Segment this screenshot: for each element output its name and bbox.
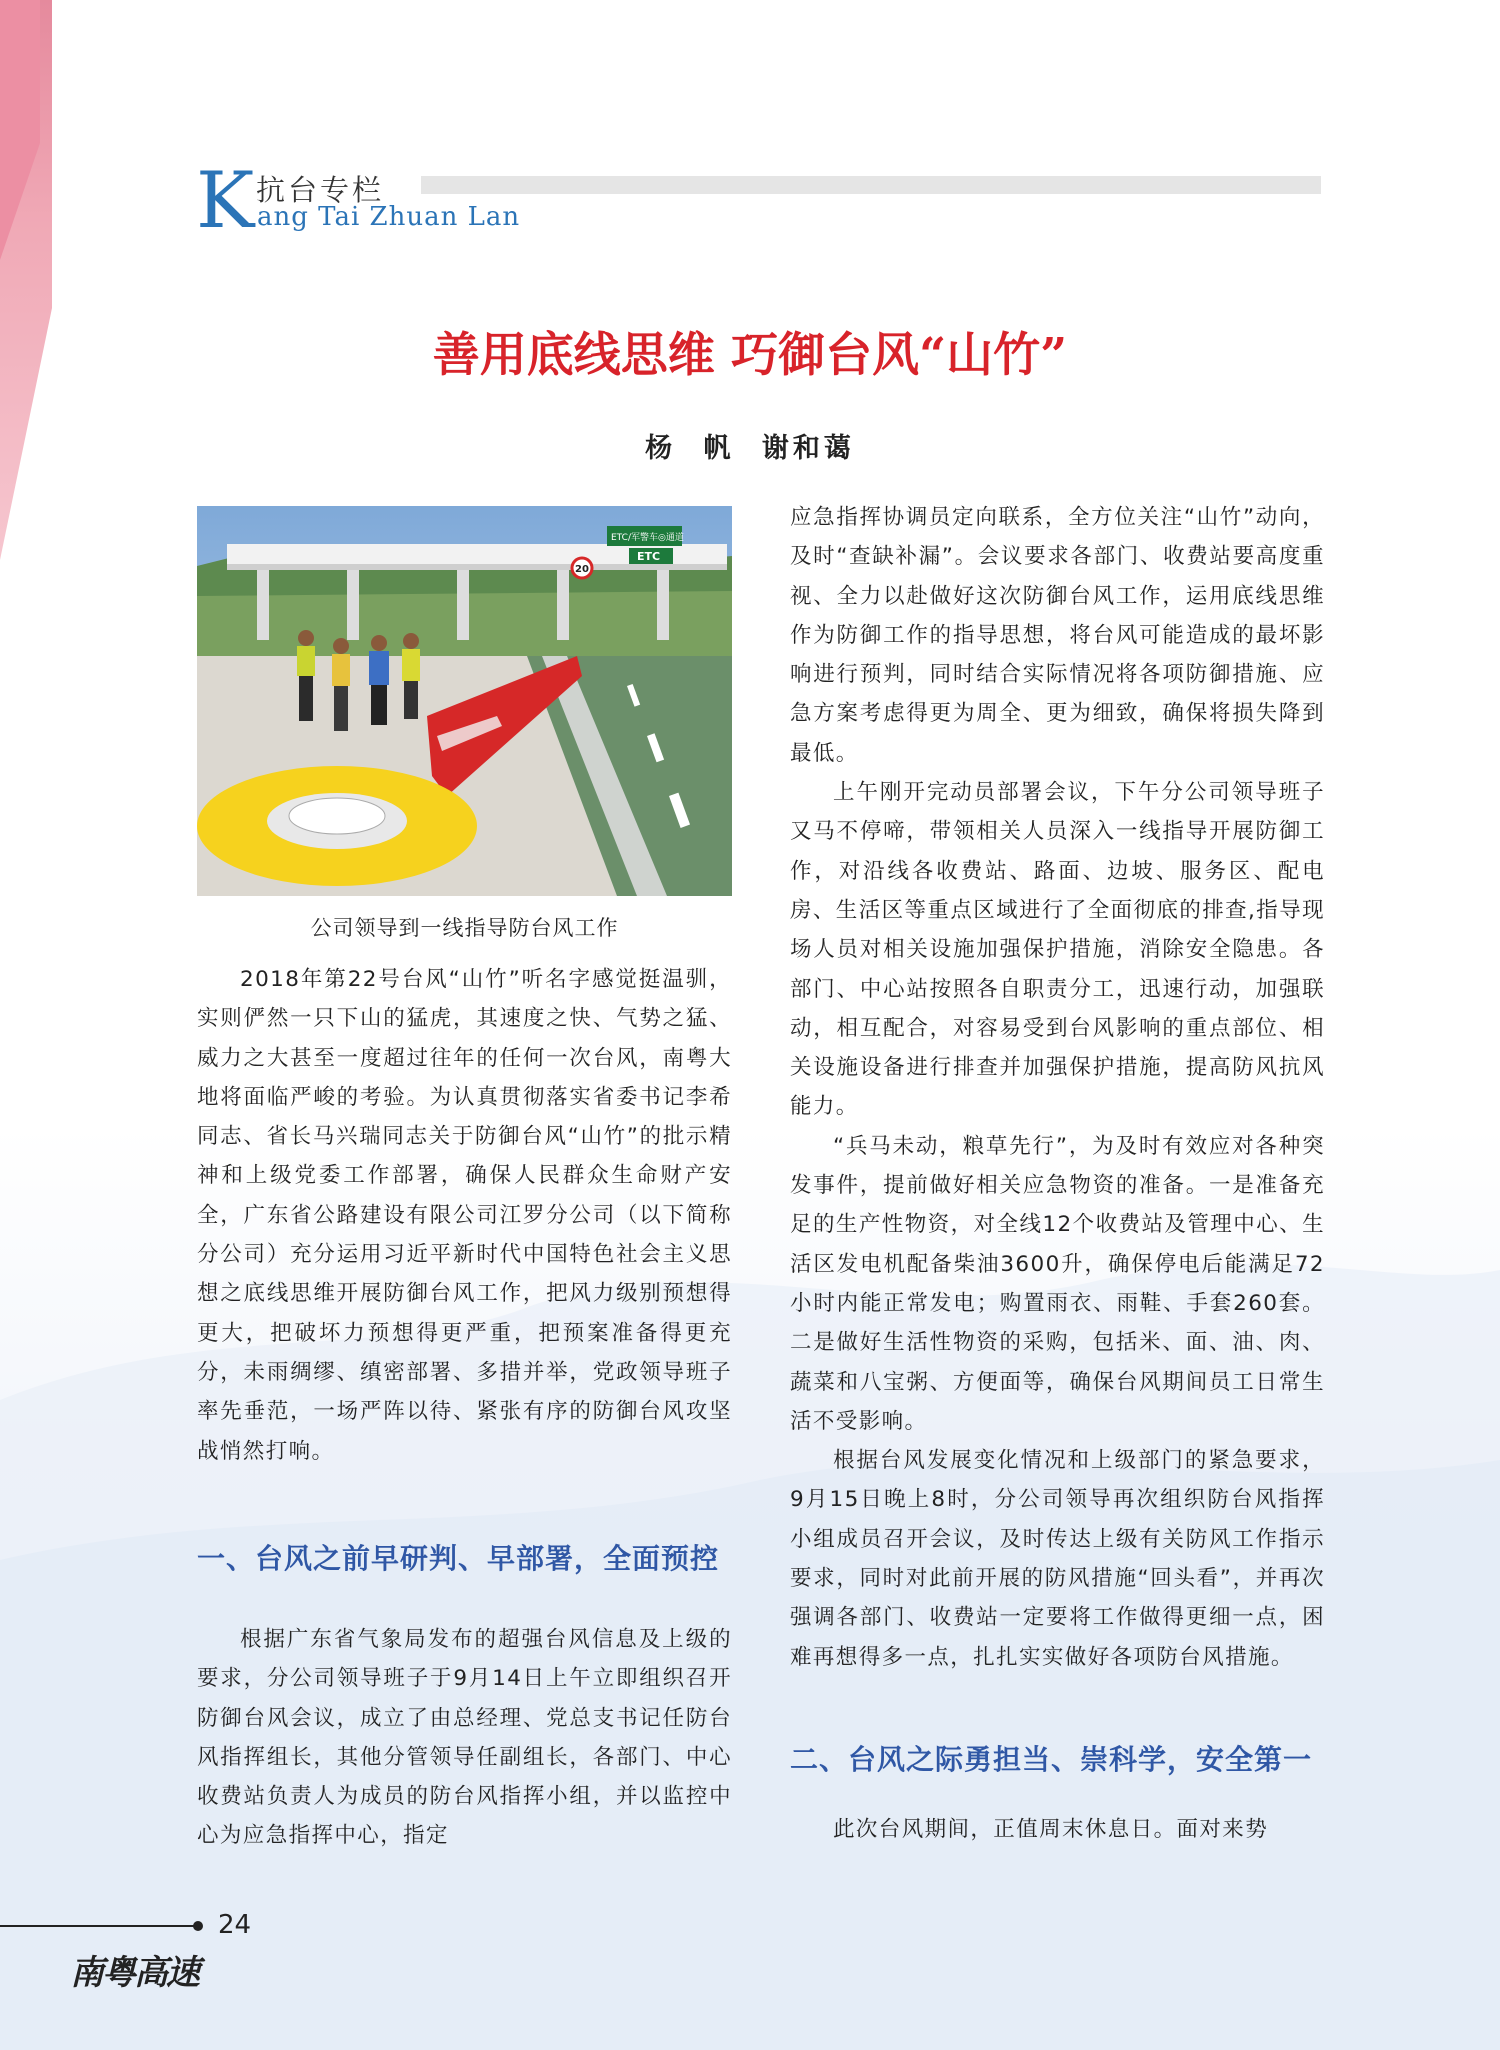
left-column-intro	[197, 960, 732, 1471]
etc-label-text: ETC	[637, 550, 661, 563]
page-number: 24	[218, 1910, 252, 1940]
toll-plaza-photo	[197, 506, 732, 896]
column-title-en: ang Tai Zhuan Lan	[257, 202, 521, 232]
right-column	[790, 498, 1325, 1677]
article-title: 善用底线思维 巧御台风“山竹”	[432, 328, 1068, 383]
paragraph: 2018年第22号台风“山竹”听名字感觉挺温驯，实则俨然一只下山的猛虎，其速度之快、气势之猛、威力之大甚至一度超过往年的任何一次台风，南粤大地将面临严峻的考验。为认真贯彻落实省委书记李希同志、省长马兴瑞同志关于防御台风“山竹”的批示精神和上级党委工作部署，确保人民群众生命财产安全，广东省公路建设有限公司江罗分公司（以下简称分公司）充分运用习近平新时代中国特色社会主义思想之底线思维开展防御台风工作，把风力级别预想得更大，把破坏力预想得更严重，把预案准备得更充分，未雨绸缪、缜密部署、多措并举，党政领导班子率先垂范，一场严阵以待、紧张有序的防御台风攻坚战悄然打响。	[197, 967, 732, 1464]
column-title-cn: 抗台专栏	[256, 173, 385, 207]
paragraph: 根据广东省气象局发布的超强台风信息及上级的要求，分公司领导班子于9月14日上午立即组织召开防御台风会议，成立了由总经理、党总支书记任防台风指挥组长，其他分管领导任副组长，各部门、中心收费站负责人为成员的防台风指挥小组，并以监控中心为应急指挥中心，指定	[197, 1627, 732, 1849]
section-heading-2: 二、台风之际勇担当、崇科学，安全第一	[790, 1743, 1313, 1776]
section-heading-1: 一、台风之前早研判、早部署，全面预控	[197, 1542, 720, 1575]
speed-limit-text: 20	[575, 564, 589, 575]
article-photo	[197, 506, 732, 896]
left-column-section1	[197, 1620, 732, 1856]
column-header-bar	[421, 176, 1321, 194]
column-header	[196, 156, 1326, 246]
etc-sign-text: ETC/军警车◎通道	[611, 533, 684, 543]
right-column-section2	[790, 1810, 1325, 1849]
paragraph: 根据台风发展变化情况和上级部门的紧急要求，9月15日晚上8时，分公司领导再次组织防台风指挥小组成员召开会议，及时传达上级有关防风工作指示要求，同时对此前开展的防风措施“回头看”，并再次强调各部门、收费站一定要将工作做得更细一点，困难再想得多一点，扎扎实实做好各项防台风措施。	[790, 1448, 1325, 1670]
footer-dot	[193, 1921, 203, 1931]
column-big-letter: K	[196, 156, 255, 246]
paragraph-continued: 应急指挥协调员定向联系，全方位关注“山竹”动向，及时“查缺补漏”。会议要求各部门、收费站要高度重视、全力以赴做好这次防御台风工作，运用底线思维作为防御工作的指导思想，将台风可能造成的最坏影响进行预判，同时结合实际情况将各项防御措施、应急方案考虑得更为周全、更为细致，确保将损失降到最低。	[790, 505, 1325, 766]
magazine-logo: 南粤高速	[70, 1953, 198, 1993]
paragraph: 上午刚开完动员部署会议，下午分公司领导班子又马不停啼，带领相关人员深入一线指导开展防御工作，对沿线各收费站、路面、边坡、服务区、配电房、生活区等重点区域进行了全面彻底的排查,指导现场人员对相关设施加强保护措施，消除安全隐患。各部门、中心站按照各自职责分工，迅速行动，加强联动，相互配合，对容易受到台风影响的重点部位、相关设施设备进行排查并加强保护措施，提高防风抗风能力。	[790, 780, 1325, 1120]
article-authors: 杨 帆 谢和蔼	[645, 433, 855, 464]
paragraph: “兵马未动，粮草先行”，为及时有效应对各种突发事件，提前做好相关应急物资的准备。一是准备充足的生产性物资，对全线12个收费站及管理中心、生活区发电机配备柴油3600升，确保停电后能满足72小时内能正常发电；购置雨衣、雨鞋、手套260套。二是做好生活性物资的采购，包括米、面、油、肉、蔬菜和八宝粥、方便面等，确保台风期间员工日常生活不受影响。	[790, 1133, 1325, 1434]
paragraph: 此次台风期间，正值周末休息日。面对来势	[833, 1817, 1269, 1842]
photo-caption: 公司领导到一线指导防台风工作	[310, 916, 619, 940]
footer-rule	[0, 1925, 195, 1927]
